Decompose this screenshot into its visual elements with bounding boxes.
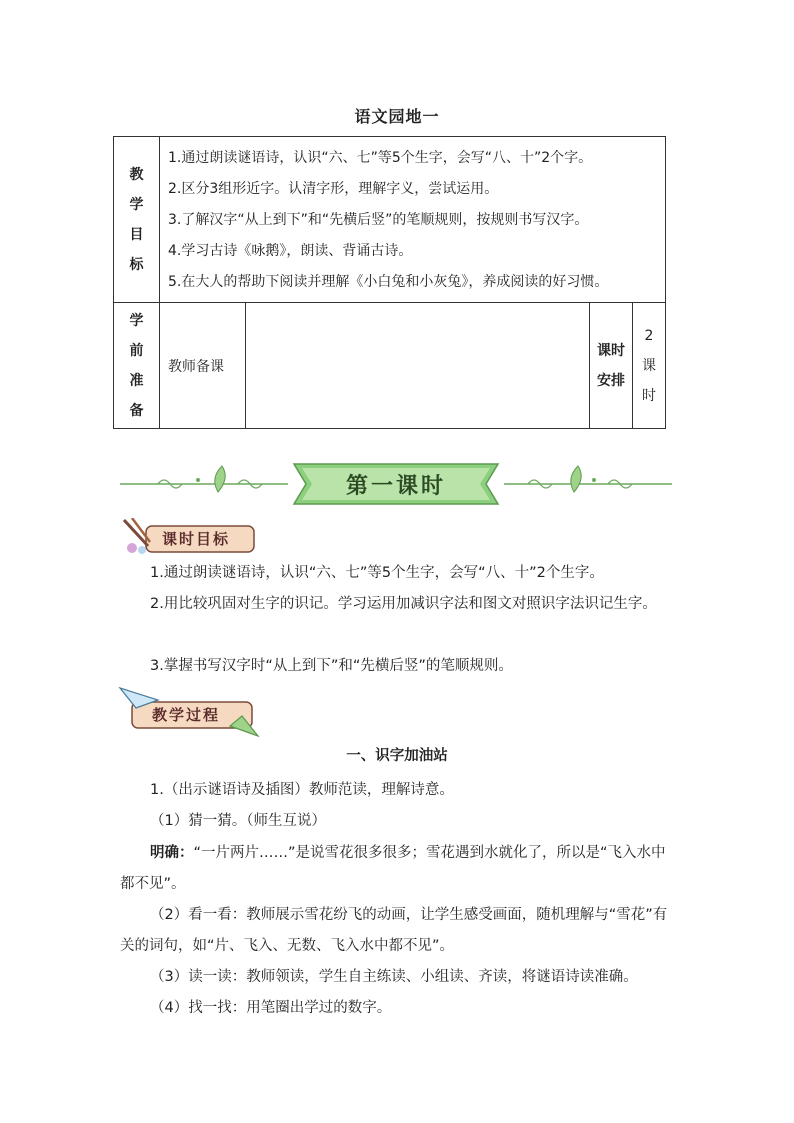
- goals-header-char: 标: [129, 256, 144, 273]
- process-paragraph: （4）找一找：用笔圈出学过的数字。: [150, 1000, 392, 1016]
- goals-header-char: 教: [129, 166, 144, 183]
- lesson-goal-item: 3.掌握书写汉字时“从上到下”和“先横后竖”的笔顺规则。: [150, 658, 513, 674]
- goals-badge-label: 课时目标: [162, 530, 231, 548]
- process-paragraph: （2）看一看：教师展示雪花纷飞的动画，让学生感受画面，随机理解与“雪花”有关的词句，如“片、飞入、无数、飞入水中都不见”。: [120, 907, 668, 954]
- goals-badge: [118, 518, 268, 552]
- time-header-line: 课时: [597, 342, 625, 359]
- prep-header-char: 前: [129, 342, 144, 359]
- prep-header-char: 备: [129, 402, 144, 419]
- time-value-char: 课: [642, 357, 656, 374]
- paragraph-text: “一片两片……”是说雪花很多很多；雪花遇到水就化了，所以是“飞入水中都不见”。: [120, 845, 666, 892]
- goals-row: [114, 137, 666, 303]
- process-badge-label: 教学过程: [152, 706, 221, 724]
- process-paragraph: （3）读一读：教师领读，学生自主练读、小组读、齐读，将谜语诗读准确。: [150, 969, 638, 985]
- goal-item: 4.学习古诗《咏鹅》，朗读、背诵古诗。: [168, 243, 413, 259]
- prep-content-cell: 教师备课: [160, 303, 246, 429]
- prep-empty-cell: [246, 303, 590, 429]
- goal-item: 2.区分3组形近字。认清字形，理解字义，尝试运用。: [168, 181, 499, 197]
- prep-header-cell: [114, 303, 160, 429]
- goals-header-char: 学: [129, 196, 144, 213]
- goals-header-char: 目: [129, 226, 144, 243]
- time-header-cell: [590, 303, 633, 429]
- document-title: 语文园地一: [354, 107, 440, 126]
- prep-header-char: 学: [129, 312, 144, 329]
- time-value-cell: [633, 303, 666, 429]
- time-value-char: 2: [644, 327, 654, 344]
- goal-item: 3.了解汉字“从上到下”和“先横后竖”的笔顺规则，按规则书写汉字。: [168, 212, 589, 228]
- process-paragraph: 1.（出示谜语诗及插图）教师范读，理解诗意。: [150, 782, 454, 798]
- lesson-goal-item: 1.通过朗读谜语诗，认识“六、七”等5个生字，会写“八、十”2个生字。: [150, 565, 604, 581]
- process-paragraph: [120, 838, 676, 900]
- process-badge: [118, 686, 268, 738]
- prep-header-char: 准: [129, 372, 144, 389]
- time-header-line: 安排: [597, 372, 625, 389]
- time-value-char: 时: [642, 387, 656, 404]
- process-paragraph: （1）猜一猜。（师生互说）: [150, 813, 326, 829]
- goal-item: 5.在大人的帮助下阅读并理解《小白兔和小灰兔》，养成阅读的好习惯。: [168, 274, 609, 290]
- banner-title: 第一课时: [345, 473, 446, 499]
- lesson-goal-item: 2.用比较巩固对生字的识记。学习运用加减识字法和图文对照识字法识记生字。: [150, 596, 657, 612]
- lesson-banner: [118, 456, 674, 508]
- section-heading: 一、识字加油站: [346, 748, 448, 764]
- goals-cell: [160, 137, 666, 303]
- lesson-plan-table: [113, 136, 666, 429]
- goals-header-cell: [114, 137, 160, 303]
- goal-item: 1.通过朗读谜语诗，认识“六、七”等5个生字，会写“八、十”2个字。: [168, 150, 593, 166]
- prep-row: [114, 303, 666, 429]
- emphasis-label: 明确：: [150, 845, 194, 861]
